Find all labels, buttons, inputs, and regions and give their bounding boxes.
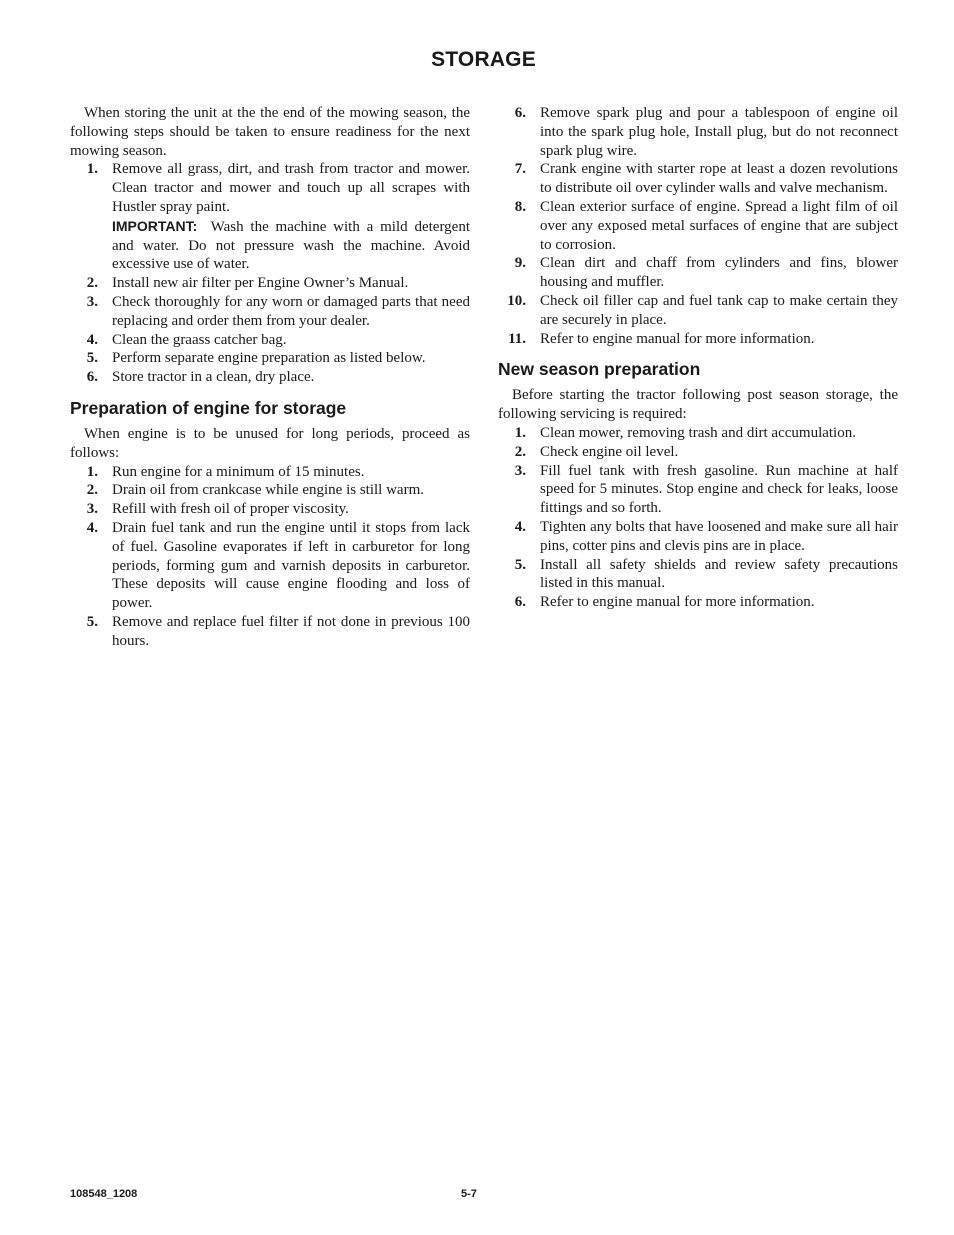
step-number: 4. bbox=[514, 518, 526, 535]
list-item bbox=[70, 519, 470, 613]
list-item bbox=[70, 293, 470, 331]
important-label: IMPORTANT: bbox=[112, 217, 198, 234]
step-number: 7. bbox=[514, 161, 526, 178]
step-text: Store tractor in a clean, dry place. bbox=[112, 369, 315, 386]
step-text: Drain fuel tank and run the engine until it stops from lack of fuel. Gasoline evaporates if left in carburetor for long periods, forming gum and varnish deposits in carburetor. These deposits will cause engine flooding and loss of power. bbox=[112, 519, 470, 612]
step-number: 3. bbox=[86, 501, 98, 518]
footer-doc-number: 108548_1208 bbox=[70, 1188, 138, 1200]
step-number: 1. bbox=[86, 463, 98, 480]
step-text: Fill fuel tank with fresh gasoline. Run machine at half speed for 5 minutes. Stop engine and check for leaks, loose fittings and so forth. bbox=[540, 462, 898, 517]
list-item bbox=[498, 443, 898, 462]
list-item bbox=[70, 349, 470, 368]
list-item bbox=[498, 462, 898, 518]
list-item bbox=[70, 274, 470, 293]
list-item bbox=[498, 518, 898, 556]
step-number: 3. bbox=[514, 462, 526, 479]
step-text: Refer to engine manual for more information. bbox=[540, 594, 815, 611]
list-item bbox=[70, 331, 470, 350]
step-text: Refill with fresh oil of proper viscosity. bbox=[112, 501, 349, 518]
section-heading-new-season: New season preparation bbox=[498, 359, 701, 380]
step-number: 6. bbox=[514, 105, 526, 121]
step-number: 5. bbox=[86, 350, 98, 367]
important-note bbox=[70, 217, 470, 274]
step-text: Clean dirt and chaff from cylinders and fins, blower housing and muffler. bbox=[540, 255, 898, 291]
list-item bbox=[70, 463, 470, 482]
important-text: Wash the machine with a mild detergent and water. Do not pressure wash the machine. Avoid excessive use of water. bbox=[112, 218, 470, 273]
section-heading-engine-storage: Preparation of engine for storage bbox=[70, 397, 347, 418]
step-text: Remove spark plug and pour a tablespoon of engine oil into the spark plug hole, Install plug, but do not reconnect spark plug wire. bbox=[540, 105, 898, 159]
step-number: 4. bbox=[86, 519, 98, 536]
step-text: Drain oil from crankcase while engine is still warm. bbox=[112, 482, 424, 499]
list-item bbox=[70, 481, 470, 500]
list-item bbox=[498, 104, 898, 160]
step-text: Check engine oil level. bbox=[540, 443, 679, 460]
footer-page-number: 5-7 bbox=[461, 1188, 477, 1200]
list-item bbox=[70, 368, 470, 387]
step-number: 4. bbox=[86, 331, 98, 348]
list-item bbox=[498, 160, 898, 198]
left-column bbox=[70, 104, 470, 651]
page-title: STORAGE bbox=[431, 48, 536, 71]
step-number: 6. bbox=[86, 369, 98, 386]
step-number: 1. bbox=[514, 424, 526, 441]
list-item bbox=[498, 292, 898, 330]
step-number: 8. bbox=[514, 198, 526, 215]
list-item bbox=[498, 198, 898, 254]
step-text: Remove and replace fuel filter if not done in previous 100 hours. bbox=[112, 613, 470, 649]
list-item bbox=[498, 330, 898, 349]
engine-intro: When engine is to be unused for long periods, proceed as follows: bbox=[70, 425, 470, 461]
step-number: 6. bbox=[514, 594, 526, 611]
step-number: 5. bbox=[514, 556, 526, 573]
season-steps-list bbox=[498, 424, 898, 612]
engine-steps-list bbox=[70, 463, 470, 651]
step-text: Install new air filter per Engine Owner’s Manual. bbox=[112, 275, 409, 292]
step-text: Check oil filler cap and fuel tank cap to make certain they are securely in place. bbox=[540, 292, 898, 328]
step-number: 5. bbox=[86, 613, 98, 630]
storage-intro: When storing the unit at the the end of the mowing season, the following steps should be taken to ensure readiness for the next mowing season. bbox=[70, 105, 470, 159]
list-item bbox=[498, 556, 898, 594]
step-text: Check thoroughly for any worn or damaged parts that need replacing and order them from your dealer. bbox=[112, 293, 470, 329]
list-item bbox=[70, 500, 470, 519]
step-text: Tighten any bolts that have loosened and make sure all hair pins, cotter pins and clevis pins are in place. bbox=[540, 518, 898, 554]
step-number: 2. bbox=[514, 443, 526, 460]
step-number: 1. bbox=[86, 161, 98, 178]
step-number: 11. bbox=[508, 330, 526, 347]
list-item bbox=[70, 613, 470, 651]
right-column bbox=[498, 104, 898, 612]
storage-steps-list-continued bbox=[70, 274, 470, 387]
list-item bbox=[498, 593, 898, 612]
season-intro: Before starting the tractor following post season storage, the following servicing is required: bbox=[498, 387, 898, 423]
step-number: 3. bbox=[86, 293, 98, 310]
step-text: Clean mower, removing trash and dirt accumulation. bbox=[540, 424, 856, 441]
step-text: Run engine for a minimum of 15 minutes. bbox=[112, 463, 365, 480]
step-text: Crank engine with starter rope at least a dozen revolutions to distribute oil over cylinder walls and valve mechanism. bbox=[540, 161, 898, 197]
step-number: 10. bbox=[507, 292, 526, 309]
list-item bbox=[498, 424, 898, 443]
step-text: Clean the graass catcher bag. bbox=[112, 331, 287, 348]
storage-steps-list bbox=[70, 160, 470, 216]
step-text: Perform separate engine preparation as listed below. bbox=[112, 350, 426, 367]
engine-steps-list-continued bbox=[498, 104, 898, 348]
list-item bbox=[70, 160, 470, 216]
step-number: 9. bbox=[514, 255, 526, 272]
step-text: Clean exterior surface of engine. Spread a light film of oil over any exposed metal surfaces of engine that are subject to corrosion. bbox=[540, 198, 898, 253]
step-number: 2. bbox=[86, 482, 98, 499]
step-text: Install all safety shields and review safety precautions listed in this manual. bbox=[540, 556, 898, 592]
step-text: Remove all grass, dirt, and trash from tractor and mower. Clean tractor and mower and touch up all scrapes with Hustler spray paint. bbox=[112, 161, 470, 215]
list-item bbox=[498, 254, 898, 292]
step-number: 2. bbox=[86, 275, 98, 292]
step-text: Refer to engine manual for more information. bbox=[540, 330, 815, 347]
